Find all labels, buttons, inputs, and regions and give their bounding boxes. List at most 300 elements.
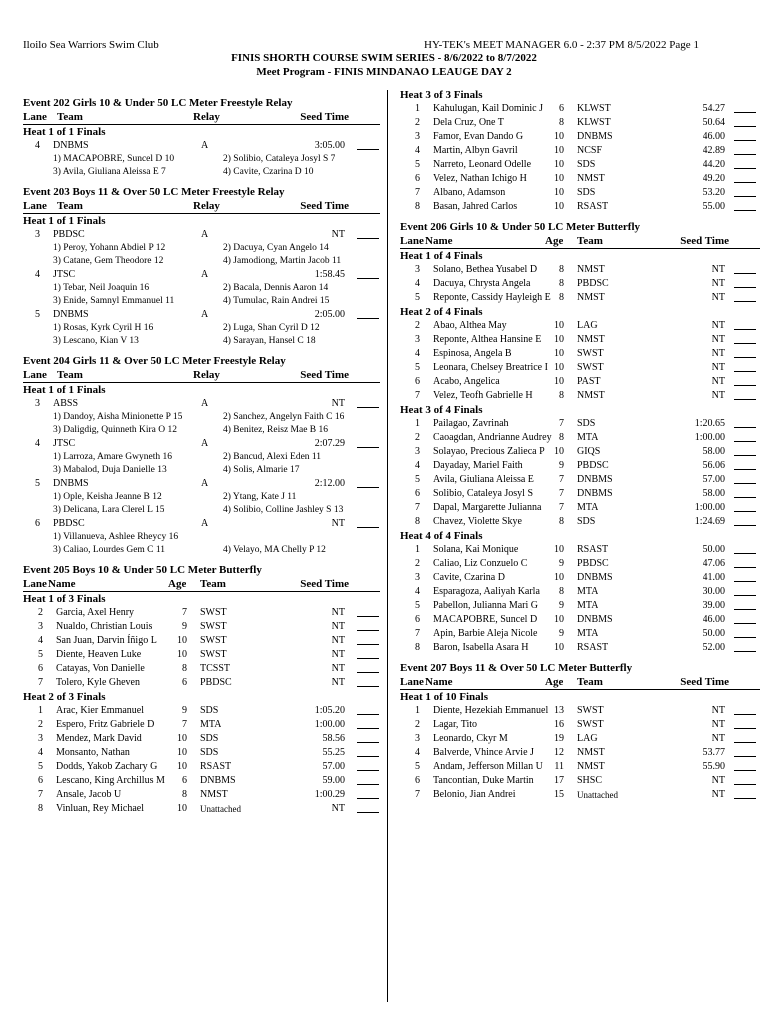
seed-time: 1:20.65 [694, 418, 725, 429]
swimmer-age: 8 [559, 516, 564, 527]
result-blank-line [357, 784, 379, 785]
header-age: Age [545, 676, 564, 688]
lane-number: 8 [38, 803, 43, 814]
header-lane: Lane [23, 111, 47, 123]
team-code: NMST [577, 334, 605, 345]
left-column [23, 96, 380, 816]
relay-swimmer: 3) Caliao, Lourdes Gem C 11 [53, 545, 166, 555]
result-blank-line [734, 525, 756, 526]
result-blank-line [734, 168, 756, 169]
lane-number: 6 [415, 376, 420, 387]
result-blank-line [357, 658, 379, 659]
team-code: SWST [577, 705, 604, 716]
header-team: Team [577, 676, 603, 688]
seed-time: 1:05.20 [314, 705, 345, 716]
relay-swimmers-row [23, 255, 380, 268]
swimmer-age: 6 [182, 677, 187, 688]
result-blank-line [734, 770, 756, 771]
team-code: SDS [200, 733, 219, 744]
seed-time: NT [711, 264, 725, 275]
lane-number: 2 [415, 117, 420, 128]
relay-swimmer: 4) Benitez, Reisz Mae B 16 [223, 425, 329, 435]
swimmer-entry-row [400, 102, 760, 116]
club-name: Iloilo Sea Warriors Swim Club [23, 39, 159, 51]
relay-swimmer: 1) MACAPOBRE, Suncel D 10 [53, 154, 175, 164]
result-blank-line [357, 278, 379, 279]
relay-entry-row [23, 268, 380, 282]
result-blank-line [357, 714, 379, 715]
result-blank-line [357, 798, 379, 799]
event-block [400, 661, 760, 802]
seed-time: NT [331, 677, 345, 688]
team-code: KLWST [577, 117, 611, 128]
swimmer-age: 10 [177, 733, 187, 744]
relay-swimmers-row [23, 504, 380, 517]
relay-letter: A [201, 269, 209, 280]
header-seed-time: Seed Time [300, 369, 349, 381]
team-code: PBDSC [577, 278, 609, 289]
lane-number: 5 [415, 600, 420, 611]
relay-entry-row [23, 477, 380, 491]
result-blank-line [734, 553, 756, 554]
swimmer-age: 10 [554, 544, 564, 555]
swimmer-name: Velez, Nathan Ichigo H [433, 173, 527, 184]
seed-time: 56.06 [702, 460, 725, 471]
header-team: Team [57, 200, 83, 212]
meet-series-title: FINIS SHORTH COURSE SWIM SERIES - 8/6/2022 to 8/7/2022 [231, 52, 537, 64]
team-code: RSAST [577, 642, 609, 653]
seed-time: NT [711, 362, 725, 373]
event-block [23, 354, 380, 557]
swimmer-name: Dapal, Margarette Julianna [433, 502, 542, 513]
swimmer-name: Albano, Adamson [433, 187, 506, 198]
team-code: DNBMS [577, 474, 613, 485]
swimmer-entry-row [23, 662, 380, 676]
swimmer-entry-row [400, 319, 760, 333]
relay-entry-row [23, 437, 380, 451]
swimmer-name: Leonara, Chelsey Breatrice I [433, 362, 548, 373]
result-blank-line [357, 487, 379, 488]
relay-swimmer: 4) Cavite, Czarina D 10 [223, 167, 314, 177]
swimmer-age: 9 [182, 621, 187, 632]
header-team: Team [200, 578, 226, 590]
lane-number: 6 [415, 173, 420, 184]
swimmer-entry-row [400, 627, 760, 641]
swimmer-name: Esparagoza, Aaliyah Karla [433, 586, 540, 597]
seed-time: NT [331, 229, 345, 240]
event-block [23, 96, 380, 179]
swimmer-age: 10 [554, 145, 564, 156]
swimmer-name: Tancontian, Duke Martin [433, 775, 534, 786]
relay-swimmers-row [23, 411, 380, 424]
team-code: NCSF [577, 145, 603, 156]
lane-number: 6 [35, 518, 40, 529]
seed-time: 50.00 [702, 628, 725, 639]
team-code: DNBMS [577, 488, 613, 499]
relay-entry-row [23, 228, 380, 242]
seed-time: 47.06 [702, 558, 725, 569]
seed-time: NT [711, 348, 725, 359]
swimmer-name: Andam, Jefferson Millan U [433, 761, 543, 772]
lane-number: 8 [415, 516, 420, 527]
swimmer-age: 12 [554, 747, 564, 758]
swimmer-entry-row [23, 774, 380, 788]
heat-title: Heat 3 of 3 Finals [400, 89, 483, 101]
result-blank-line [734, 343, 756, 344]
team-code: SWST [200, 635, 227, 646]
swimmer-age: 8 [182, 663, 187, 674]
result-blank-line [357, 616, 379, 617]
swimmer-age: 10 [554, 173, 564, 184]
column-headers [400, 675, 760, 690]
team-code: SWST [577, 362, 604, 373]
result-blank-line [734, 497, 756, 498]
lane-number: 2 [38, 719, 43, 730]
header-seed-time: Seed Time [680, 676, 729, 688]
seed-time: 52.00 [702, 642, 725, 653]
relay-swimmer: 4) Tumulac, Rain Andrei 15 [223, 296, 330, 306]
lane-number: 1 [415, 418, 420, 429]
lane-number: 3 [415, 733, 420, 744]
team-code: JTSC [53, 438, 76, 449]
relay-swimmer: 3) Delicana, Lara Clerel L 15 [53, 505, 165, 515]
heat-title: Heat 3 of 4 Finals [400, 404, 483, 416]
lane-number: 6 [415, 775, 420, 786]
team-code: SHSC [577, 775, 603, 786]
seed-time: 55.90 [702, 761, 725, 772]
swimmer-name: Ansale, Jacob U [56, 789, 122, 800]
seed-time: NT [331, 649, 345, 660]
team-code: LAG [577, 733, 598, 744]
swimmer-entry-row [400, 347, 760, 361]
team-code: DNBMS [53, 140, 89, 151]
result-blank-line [357, 447, 379, 448]
team-code: MTA [577, 432, 599, 443]
header-lane: Lane [23, 369, 47, 381]
seed-time: NT [331, 663, 345, 674]
team-code: Unattached [577, 790, 618, 800]
swimmer-name: Vinluan, Rey Michael [56, 803, 144, 814]
lane-number: 5 [415, 362, 420, 373]
seed-time: NT [711, 789, 725, 800]
header-lane: Lane [400, 235, 424, 247]
swimmer-name: Narreto, Leonard Odelle [433, 159, 532, 170]
result-blank-line [734, 427, 756, 428]
seed-time: NT [711, 775, 725, 786]
swimmer-entry-row [400, 431, 760, 445]
seed-time: NT [711, 292, 725, 303]
team-code: DNBMS [577, 614, 613, 625]
lane-number: 3 [415, 572, 420, 583]
team-code: DNBMS [53, 478, 89, 489]
swimmer-entry-row [400, 746, 760, 760]
swimmer-entry-row [400, 445, 760, 459]
team-code: SDS [577, 187, 596, 198]
seed-time: NT [331, 803, 345, 814]
swimmer-entry-row [23, 606, 380, 620]
swimmer-entry-row [400, 613, 760, 627]
swimmer-name: Basan, Jahred Carlos [433, 201, 518, 212]
swimmer-age: 10 [177, 649, 187, 660]
lane-number: 7 [415, 789, 420, 800]
seed-time: 2:05.00 [314, 309, 345, 320]
swimmer-name: Famor, Evan Dando G [433, 131, 524, 142]
swimmer-entry-row [400, 263, 760, 277]
swimmer-entry-row [400, 487, 760, 501]
relay-letter: A [201, 140, 209, 151]
result-blank-line [734, 798, 756, 799]
lane-number: 4 [38, 747, 43, 758]
seed-time: NT [711, 733, 725, 744]
result-blank-line [734, 455, 756, 456]
swimmer-age: 7 [559, 418, 564, 429]
swimmer-age: 8 [559, 292, 564, 303]
result-blank-line [357, 770, 379, 771]
swimmer-age: 10 [177, 747, 187, 758]
swimmer-age: 8 [559, 586, 564, 597]
team-code: MTA [200, 719, 222, 730]
swimmer-name: Dacuya, Chrysta Angela [433, 278, 531, 289]
relay-swimmers-row [23, 451, 380, 464]
team-code: RSAST [577, 544, 609, 555]
result-blank-line [357, 756, 379, 757]
swimmer-name: Diente, Heaven Luke [56, 649, 142, 660]
team-code: SWST [200, 607, 227, 618]
swimmer-entry-row [400, 543, 760, 557]
swimmer-age: 8 [559, 432, 564, 443]
seed-time: 57.00 [322, 761, 345, 772]
relay-letter: A [201, 478, 209, 489]
swimmer-entry-row [23, 732, 380, 746]
swimmer-entry-row [400, 473, 760, 487]
swimmer-name: Diente, Hezekiah Emmanuel [433, 705, 549, 716]
lane-number: 2 [415, 320, 420, 331]
seed-time: 54.27 [702, 103, 725, 114]
event-title: Event 205 Boys 10 & Under 50 LC Meter Butterfly [23, 564, 262, 576]
swimmer-name: Caoagdan, Andrianne Audrey [433, 432, 552, 443]
header-lane: Lane [23, 578, 47, 590]
heat-title: Heat 1 of 10 Finals [400, 691, 488, 703]
team-code: MTA [577, 600, 599, 611]
result-blank-line [734, 623, 756, 624]
team-code: DNBMS [53, 309, 89, 320]
lane-number: 1 [415, 705, 420, 716]
team-code: NMST [577, 390, 605, 401]
lane-number: 6 [415, 614, 420, 625]
team-code: NMST [577, 264, 605, 275]
event-block [400, 220, 760, 655]
lane-number: 5 [35, 478, 40, 489]
seed-time: 44.20 [702, 159, 725, 170]
relay-swimmer: 3) Avila, Giuliana Aleissa E 7 [53, 167, 166, 177]
seed-time: 1:00.00 [314, 719, 345, 730]
swimmer-name: Acabo, Angelica [433, 376, 500, 387]
relay-entry-row [23, 397, 380, 411]
seed-time: NT [711, 334, 725, 345]
lane-number: 1 [415, 544, 420, 555]
team-code: TCSST [200, 663, 231, 674]
relay-swimmer: 1) Tebar, Neil Joaquin 16 [53, 283, 150, 293]
swimmer-entry-row [400, 641, 760, 655]
result-blank-line [734, 399, 756, 400]
swimmer-entry-row [400, 200, 760, 214]
swimmer-name: Garcia, Axel Henry [56, 607, 135, 618]
team-code: MTA [577, 586, 599, 597]
team-code: SDS [577, 516, 596, 527]
heat-title: Heat 1 of 1 Finals [23, 215, 106, 227]
swimmer-age: 10 [554, 362, 564, 373]
swimmer-age: 10 [554, 334, 564, 345]
team-code: JTSC [53, 269, 76, 280]
swimmer-age: 11 [554, 761, 564, 772]
swimmer-name: San Juan, Darvin Íñigo L [56, 635, 157, 646]
relay-swimmers-row [23, 335, 380, 348]
result-blank-line [734, 154, 756, 155]
team-code: KLWST [577, 103, 611, 114]
team-code: PBDSC [200, 677, 232, 688]
swimmer-entry-row [400, 144, 760, 158]
relay-entry-row [23, 517, 380, 531]
seed-time: NT [711, 390, 725, 401]
heat-title: Heat 1 of 3 Finals [23, 593, 106, 605]
seed-time: 30.00 [702, 586, 725, 597]
team-code: RSAST [577, 201, 609, 212]
seed-time: NT [711, 320, 725, 331]
team-code: PBDSC [577, 460, 609, 471]
swimmer-name: Baron, Isabella Asara H [433, 642, 529, 653]
relay-swimmer: 1) Villanueva, Ashlee Rheycy 16 [53, 532, 179, 542]
result-blank-line [734, 329, 756, 330]
relay-swimmer: 2) Sanchez, Angelyn Faith C 16 [223, 412, 345, 422]
swimmer-name: Abao, Althea May [433, 320, 507, 331]
result-blank-line [734, 784, 756, 785]
swimmer-age: 8 [559, 264, 564, 275]
lane-number: 2 [415, 432, 420, 443]
seed-time: NT [331, 635, 345, 646]
swimmer-entry-row [400, 788, 760, 802]
swimmer-age: 7 [559, 488, 564, 499]
swimmer-age: 10 [177, 803, 187, 814]
seed-time: 39.00 [702, 600, 725, 611]
swimmer-entry-row [23, 634, 380, 648]
team-code: GIQS [577, 446, 601, 457]
result-blank-line [734, 728, 756, 729]
result-blank-line [357, 527, 379, 528]
header-relay: Relay [193, 369, 220, 381]
seed-time: 42.89 [702, 145, 725, 156]
swimmer-entry-row [400, 375, 760, 389]
team-code: SDS [577, 159, 596, 170]
relay-swimmer: 2) Solibio, Cataleya Josyl S 7 [223, 154, 336, 164]
swimmer-name: Dayaday, Mariel Faith [433, 460, 523, 471]
swimmer-entry-row [400, 571, 760, 585]
result-blank-line [734, 742, 756, 743]
seed-time: 50.00 [702, 544, 725, 555]
event-title: Event 207 Boys 11 & Over 50 LC Meter Butterfly [400, 662, 633, 674]
lane-number: 3 [415, 446, 420, 457]
result-blank-line [357, 630, 379, 631]
lane-number: 4 [415, 145, 420, 156]
header-seed-time: Seed Time [680, 235, 729, 247]
result-blank-line [734, 651, 756, 652]
column-headers [400, 234, 760, 249]
lane-number: 1 [38, 705, 43, 716]
lane-number: 7 [415, 628, 420, 639]
relay-swimmer: 4) Velayo, MA Chelly P 12 [223, 545, 326, 555]
result-blank-line [734, 511, 756, 512]
swimmer-entry-row [400, 116, 760, 130]
swimmer-age: 15 [554, 789, 564, 800]
swimmer-name: Solana, Kai Monique [433, 544, 519, 555]
swimmer-name: Catayas, Von Danielle [56, 663, 145, 674]
team-code: SDS [200, 747, 219, 758]
seed-time: NT [331, 621, 345, 632]
swimmer-age: 13 [554, 705, 564, 716]
lane-number: 6 [38, 663, 43, 674]
seed-time: 58.00 [702, 446, 725, 457]
lane-number: 5 [415, 292, 420, 303]
seed-time: 58.56 [322, 733, 345, 744]
swimmer-name: Nualdo, Christian Louis [56, 621, 153, 632]
swimmer-entry-row [23, 648, 380, 662]
lane-number: 7 [415, 187, 420, 198]
lane-number: 6 [38, 775, 43, 786]
lane-number: 4 [415, 460, 420, 471]
event-title: Event 206 Girls 10 & Under 50 LC Meter Butterfly [400, 221, 641, 233]
swimmer-entry-row [400, 172, 760, 186]
swimmer-entry-row [23, 802, 380, 816]
relay-swimmer: 4) Solibio, Colline Jashley S 13 [223, 505, 344, 515]
seed-time: 1:58.45 [314, 269, 345, 280]
relay-swimmer: 1) Larroza, Amare Gwyneth 16 [53, 452, 172, 462]
swimmer-name: Espero, Fritz Gabriele D [56, 719, 155, 730]
relay-swimmers-row [23, 166, 380, 179]
header-name: Name [425, 235, 453, 247]
heat-title: Heat 2 of 3 Finals [23, 691, 106, 703]
lane-number: 2 [415, 558, 420, 569]
result-blank-line [357, 149, 379, 150]
result-blank-line [734, 287, 756, 288]
relay-swimmer: 3) Lescano, Kian V 13 [53, 336, 139, 346]
lane-number: 5 [35, 309, 40, 320]
swimmer-name: Mendez, Mark David [56, 733, 142, 744]
swimmer-entry-row [400, 515, 760, 529]
swimmer-entry-row [400, 130, 760, 144]
team-code: NMST [577, 292, 605, 303]
column-headers [23, 199, 380, 214]
lane-number: 4 [35, 438, 40, 449]
result-blank-line [734, 140, 756, 141]
swimmer-name: Solano, Bethea Yusabel D [433, 264, 538, 275]
lane-number: 8 [415, 201, 420, 212]
team-code: NMST [200, 789, 228, 800]
relay-swimmer: 2) Luga, Shan Cyril D 12 [223, 323, 320, 333]
swimmer-age: 16 [554, 719, 564, 730]
swimmer-entry-row [400, 291, 760, 305]
header-team: Team [57, 369, 83, 381]
header-team: Team [57, 111, 83, 123]
seed-time: 57.00 [702, 474, 725, 485]
relay-swimmer: 2) Bacala, Dennis Aaron 14 [223, 283, 329, 293]
swimmer-entry-row [400, 704, 760, 718]
seed-time: 3:05.00 [314, 140, 345, 151]
swimmer-entry-row [400, 277, 760, 291]
result-blank-line [734, 182, 756, 183]
swimmer-entry-row [400, 760, 760, 774]
header-age: Age [545, 235, 564, 247]
relay-swimmer: 1) Ople, Keisha Jeanne B 12 [53, 492, 162, 502]
swimmer-age: 6 [559, 103, 564, 114]
